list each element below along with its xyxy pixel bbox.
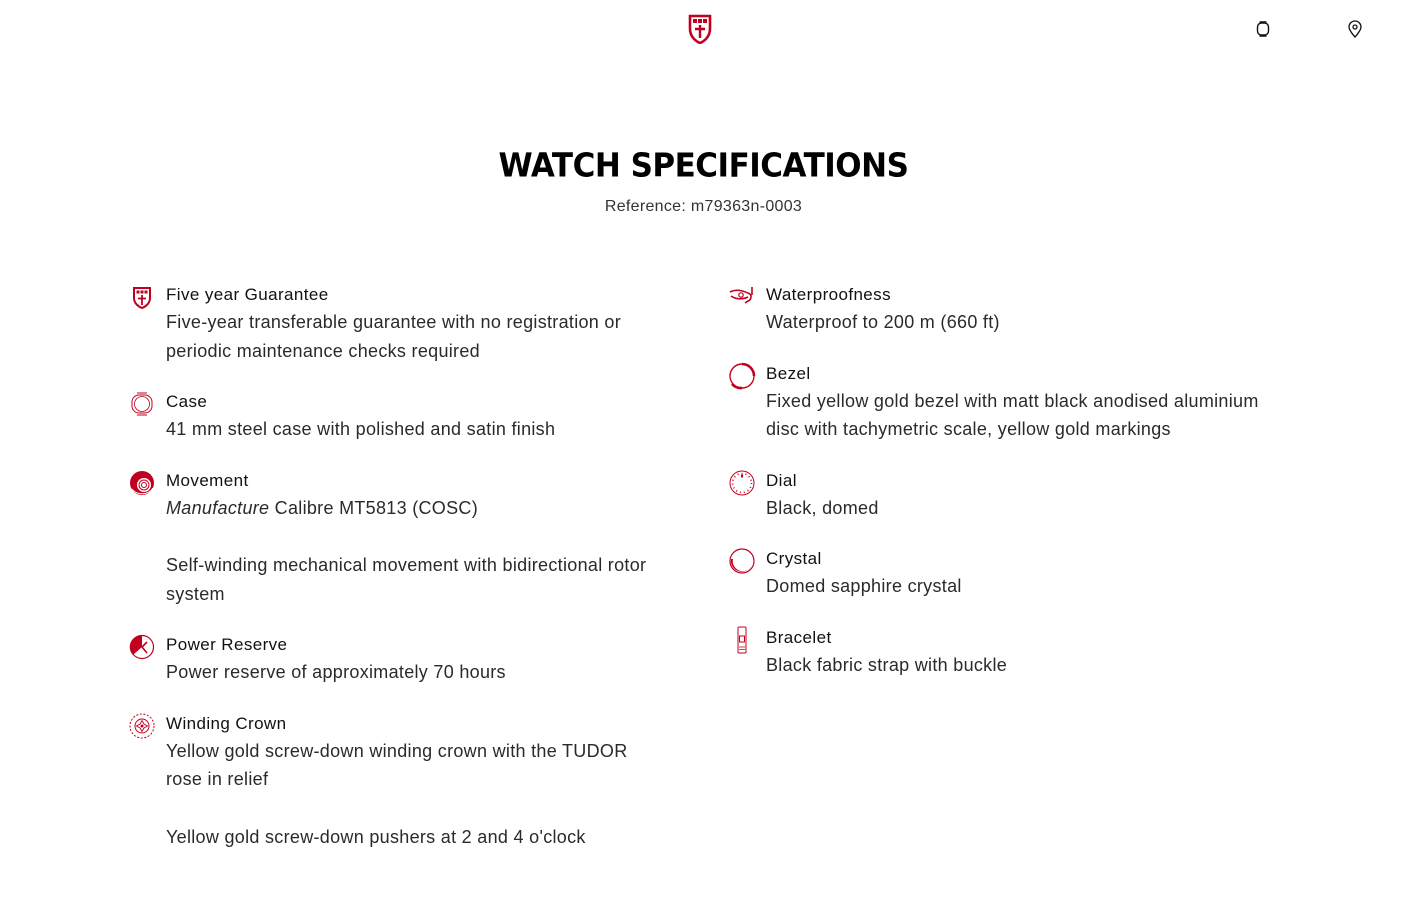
spec-bracelet <box>728 625 1288 680</box>
spec-text: Black fabric strap with buckle <box>766 654 1008 675</box>
spec-text-rest: Calibre MT5813 (COSC) <box>269 497 479 518</box>
spec-title: Dial <box>766 470 797 490</box>
spec-title: Power Reserve <box>166 635 288 654</box>
winding-crown-icon <box>128 712 156 740</box>
spec-title: Movement <box>166 470 249 490</box>
spec-title: Bracelet <box>766 627 832 647</box>
spec-waterproofness <box>728 282 1288 337</box>
site-header <box>0 0 1407 60</box>
waterproofness-icon <box>728 283 756 311</box>
page-title: WATCH SPECIFICATIONS <box>498 147 909 185</box>
spec-text <box>166 494 666 523</box>
movement-icon <box>128 469 156 497</box>
spec-text: Five-year transferable guarantee with no registration or periodic maintenance checks required <box>166 312 622 361</box>
spec-movement <box>128 468 688 609</box>
spec-title: Winding Crown <box>166 713 287 733</box>
spec-case <box>128 389 688 444</box>
spec-guarantee <box>128 282 688 365</box>
case-icon <box>128 390 156 418</box>
spec-text: Yellow gold screw-down winding crown with the TUDOR rose in relief <box>166 740 628 789</box>
spec-text: Domed sapphire crystal <box>766 576 962 596</box>
spec-winding-crown <box>128 711 688 852</box>
spec-text: Waterproof to 200 m (660 ft) <box>766 312 1000 332</box>
spec-bezel <box>728 361 1288 444</box>
bracelet-icon <box>728 626 756 654</box>
spec-text-secondary: Self-winding mechanical movement with bidirectional rotor system <box>166 555 647 604</box>
spec-title: Five year Guarantee <box>166 285 329 304</box>
spec-crystal <box>728 546 1288 601</box>
spec-text-italic: Manufacture <box>166 497 270 518</box>
shield-icon <box>128 283 156 311</box>
specs-right-column <box>728 282 1288 703</box>
crystal-icon <box>728 547 756 575</box>
location-pin-icon[interactable] <box>1345 19 1365 39</box>
specs-left-column <box>128 282 688 875</box>
dial-icon <box>728 469 756 497</box>
spec-text: 41 mm steel case with polished and satin finish <box>166 419 556 439</box>
tudor-shield-logo-icon[interactable] <box>688 14 712 44</box>
spec-text-secondary: Yellow gold screw-down pushers at 2 and 4 o'clock <box>166 826 586 847</box>
spec-title: Crystal <box>766 549 822 568</box>
spec-title: Case <box>166 392 208 411</box>
spec-dial <box>728 468 1288 523</box>
spec-text: Fixed yellow gold bezel with matt black anodised aluminium disc with tachymetric scale, yellow gold markings <box>766 390 1259 439</box>
spec-power-reserve <box>128 632 688 687</box>
power-reserve-icon <box>128 633 156 661</box>
spec-text: Power reserve of approximately 70 hours <box>166 662 506 682</box>
watch-icon[interactable] <box>1253 19 1273 39</box>
bezel-icon <box>728 362 756 390</box>
reference-number: Reference: m79363n-0003 <box>604 198 803 215</box>
spec-title: Waterproofness <box>766 285 891 304</box>
spec-text: Black, domed <box>766 497 879 518</box>
spec-title: Bezel <box>766 363 811 383</box>
